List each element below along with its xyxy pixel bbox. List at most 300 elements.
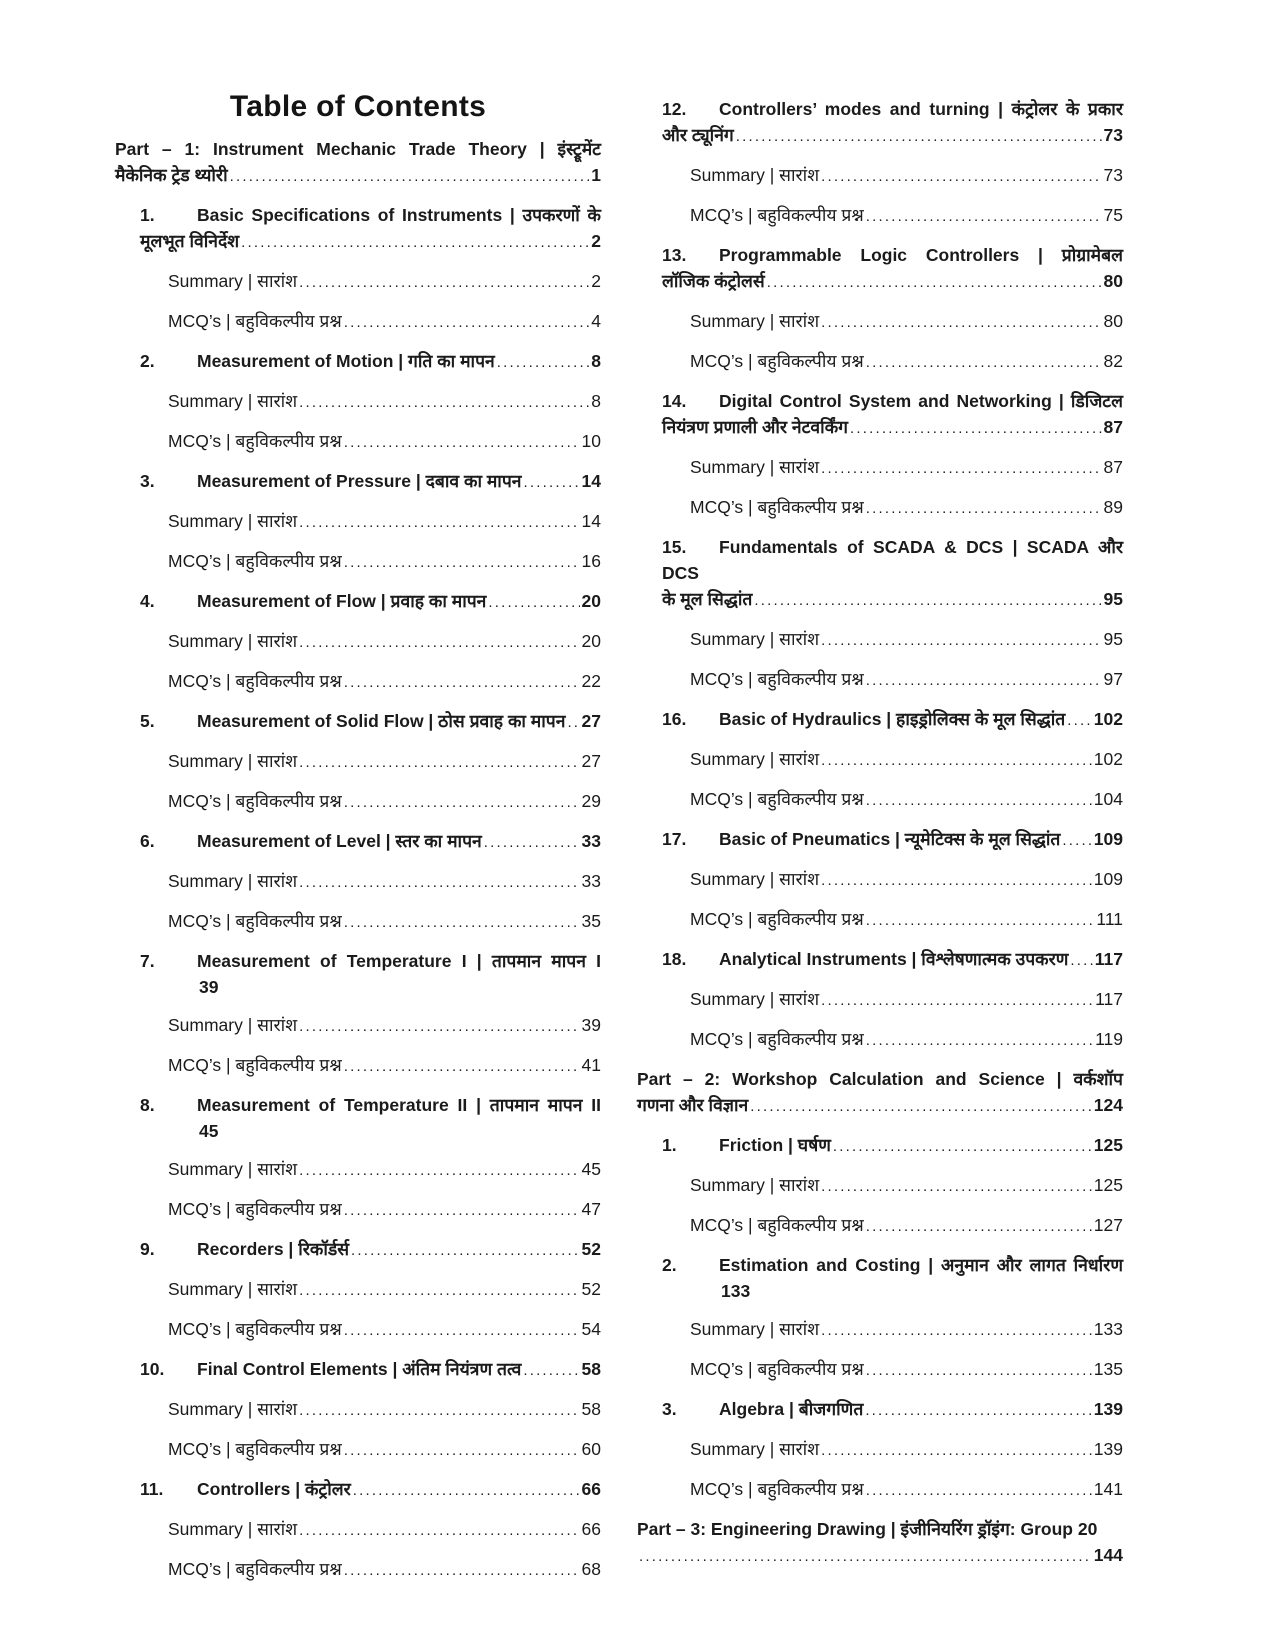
- dot-leader: [344, 308, 590, 336]
- dot-leader: [344, 788, 580, 816]
- page-number: 139: [1093, 1399, 1123, 1419]
- page-number: 104: [1093, 789, 1123, 809]
- toc-entry-sub: [637, 746, 1123, 774]
- page-number: 111: [1096, 909, 1123, 929]
- page-number: 95: [1103, 589, 1123, 609]
- entry-text: Algebra | बीजगणित: [719, 1399, 864, 1419]
- entry-number: 5.: [140, 711, 155, 731]
- entry-text: Measurement of Motion | गति का मापन: [197, 351, 495, 371]
- toc-entry-chapter: [115, 588, 601, 616]
- dot-leader: [353, 1476, 580, 1504]
- entry-text: Summary | सारांश: [168, 511, 298, 531]
- entry-text: Summary | सारांश: [168, 871, 298, 891]
- entry-text: Part – 1: Instrument Mechanic Trade Theory | इंस्ट्रूमेंट: [115, 139, 601, 159]
- toc-entry-sub: [115, 1436, 601, 1464]
- toc-line: [140, 1476, 601, 1504]
- entry-number: 3.: [662, 1399, 677, 1419]
- toc-line: [662, 946, 1123, 974]
- toc-entry-sub: [115, 628, 601, 656]
- entry-text: Programmable Logic Controllers | प्रोग्रामेबल: [719, 245, 1123, 265]
- entry-text: Summary | सारांश: [690, 457, 820, 477]
- dot-leader: [821, 1436, 1092, 1464]
- toc-entry-chapter: [115, 1236, 601, 1264]
- entry-text: MCQ’s | बहुविकल्पीय प्रश्न: [168, 1439, 342, 1459]
- toc-line: [690, 1476, 1123, 1504]
- page-number: 89: [1103, 497, 1123, 517]
- toc-entry-sub: [115, 748, 601, 776]
- toc-entry-sub: [637, 1436, 1123, 1464]
- page-number: 14: [581, 471, 601, 491]
- entry-text: Summary | सारांश: [168, 391, 298, 411]
- entry-number: 1.: [662, 1135, 677, 1155]
- entry-text: Final Control Elements | अंतिम नियंत्रण तत्व: [197, 1359, 522, 1379]
- page-number: 1: [591, 165, 601, 185]
- entry-text: MCQ’s | बहुविकल्पीय प्रश्न: [690, 205, 864, 225]
- entry-text: MCQ’s | बहुविकल्पीय प्रश्न: [168, 431, 342, 451]
- entry-text: MCQ’s | बहुविकल्पीय प्रश्न: [168, 671, 342, 691]
- page-number: 97: [1103, 669, 1123, 689]
- toc-entry-sub: [637, 348, 1123, 376]
- dot-leader: [299, 388, 589, 416]
- toc-entry-chapter: [115, 948, 601, 1000]
- page-number: 66: [581, 1479, 601, 1499]
- page-number: 66: [581, 1519, 601, 1539]
- dot-leader: [230, 162, 590, 190]
- dot-leader: [344, 668, 580, 696]
- entry-text: Summary | सारांश: [690, 165, 820, 185]
- entry-text: Summary | सारांश: [168, 271, 298, 291]
- entry-text: Recorders | रिकॉर्डर्स: [197, 1239, 350, 1259]
- toc-line: [140, 1118, 601, 1144]
- toc-line: [662, 388, 1123, 414]
- dot-leader: [821, 866, 1092, 894]
- toc-entry-sub: [115, 508, 601, 536]
- entry-text: Basic of Hydraulics | हाइड्रोलिक्स के मूल सिद्धांत: [719, 709, 1066, 729]
- toc-line: [690, 454, 1123, 482]
- entry-text: और ट्यूनिंग: [662, 125, 734, 145]
- dot-leader: [299, 1516, 579, 1544]
- page-number: 109: [1093, 829, 1123, 849]
- dot-leader: [1062, 826, 1091, 854]
- dot-leader: [821, 746, 1092, 774]
- page-number: 14: [581, 511, 601, 531]
- dot-leader: [821, 162, 1101, 190]
- toc-entry-chapter: [637, 1132, 1123, 1160]
- toc-entry-chapter: [115, 202, 601, 256]
- entry-text: Estimation and Costing | अनुमान और लागत निर्धारण: [719, 1255, 1123, 1275]
- toc-line: [140, 1356, 601, 1384]
- toc-entry-sub: [637, 1476, 1123, 1504]
- toc-line: [168, 788, 601, 816]
- toc-line: [662, 242, 1123, 268]
- dot-leader: [866, 1026, 1093, 1054]
- page-number: 75: [1103, 205, 1123, 225]
- toc-line: [637, 1066, 1123, 1092]
- dot-leader: [567, 708, 579, 736]
- toc-entry-sub: [115, 1052, 601, 1080]
- dot-leader: [754, 586, 1101, 614]
- toc-entry-sub: [637, 1026, 1123, 1054]
- page-number: 73: [1103, 165, 1123, 185]
- dot-leader: [488, 588, 579, 616]
- toc-column-left: [115, 88, 601, 1596]
- entry-number: 6.: [140, 831, 155, 851]
- page-number: 16: [581, 551, 601, 571]
- toc-entry-sub: [637, 1212, 1123, 1240]
- page-number: 135: [1093, 1359, 1123, 1379]
- toc-line: [168, 388, 601, 416]
- entry-text: MCQ’s | बहुविकल्पीय प्रश्न: [690, 789, 864, 809]
- entry-number: 2.: [662, 1255, 677, 1275]
- dot-leader: [299, 1276, 579, 1304]
- entry-text: Friction | घर्षण: [719, 1135, 831, 1155]
- toc-line: [140, 348, 601, 376]
- toc-entry-part: [115, 136, 601, 190]
- dot-leader: [299, 508, 579, 536]
- page-number: 133: [1093, 1319, 1123, 1339]
- toc-line: [690, 986, 1123, 1014]
- toc-entry-sub: [115, 908, 601, 936]
- page-number: 27: [581, 751, 601, 771]
- page-number: 125: [1093, 1135, 1123, 1155]
- entry-text: Summary | सारांश: [690, 749, 820, 769]
- toc-entry-sub: [115, 1516, 601, 1544]
- entry-text: MCQ’s | बहुविकल्पीय प्रश्न: [690, 1359, 864, 1379]
- toc-entry-chapter: [115, 1356, 601, 1384]
- entry-number: 16.: [662, 709, 687, 729]
- entry-text: Summary | सारांश: [690, 1319, 820, 1339]
- toc-entry-sub: [637, 308, 1123, 336]
- entry-number: 9.: [140, 1239, 155, 1259]
- toc-line: [140, 708, 601, 736]
- entry-text: MCQ’s | बहुविकल्पीय प्रश्न: [690, 1479, 864, 1499]
- entry-text: Summary | सारांश: [168, 1279, 298, 1299]
- toc-line: [115, 162, 601, 190]
- toc-line: [637, 1542, 1123, 1570]
- entry-text: मैकेनिक ट्रेड थ्योरी: [115, 165, 228, 185]
- toc-entry-sub: [115, 1396, 601, 1424]
- entry-text: MCQ’s | बहुविकल्पीय प्रश्न: [168, 1055, 342, 1075]
- page-number: 141: [1093, 1479, 1123, 1499]
- page-number: 8: [591, 391, 601, 411]
- toc-line: [168, 868, 601, 896]
- toc-entry-sub: [115, 1276, 601, 1304]
- toc-line: [140, 202, 601, 228]
- toc-line: [690, 202, 1123, 230]
- dot-leader: [1070, 946, 1092, 974]
- dot-leader: [299, 268, 589, 296]
- page-number: 95: [1103, 629, 1123, 649]
- entry-text: Summary | सारांश: [168, 751, 298, 771]
- page-number: 144: [1093, 1545, 1123, 1565]
- dot-leader: [866, 1212, 1092, 1240]
- entry-text: MCQ’s | बहुविकल्पीय प्रश्न: [168, 791, 342, 811]
- entry-text: Summary | सारांश: [690, 989, 820, 1009]
- entry-text: MCQ’s | बहुविकल्पीय प्रश्न: [168, 911, 342, 931]
- toc-entry-sub: [637, 666, 1123, 694]
- toc-entry-sub: [115, 1556, 601, 1584]
- entry-text: Measurement of Pressure | दबाव का मापन: [197, 471, 522, 491]
- toc-line: [140, 974, 601, 1000]
- entry-number: 3.: [140, 471, 155, 491]
- entry-text: Summary | सारांश: [690, 629, 820, 649]
- page-number: 45: [199, 1121, 219, 1141]
- page-number: 54: [581, 1319, 601, 1339]
- toc-line: [168, 1196, 601, 1224]
- toc-line: [168, 748, 601, 776]
- dot-leader: [639, 1542, 1092, 1570]
- toc-entry-sub: [115, 548, 601, 576]
- entry-number: 17.: [662, 829, 687, 849]
- toc-list-right: [637, 96, 1123, 1570]
- entry-text: गणना और विज्ञान: [637, 1095, 749, 1115]
- entry-number: 2.: [140, 351, 155, 371]
- entry-number: 13.: [662, 245, 687, 265]
- dot-leader: [484, 828, 580, 856]
- dot-leader: [821, 986, 1093, 1014]
- toc-line: [690, 348, 1123, 376]
- toc-entry-chapter: [637, 388, 1123, 442]
- toc-entry-part: [637, 1516, 1123, 1570]
- dot-leader: [344, 1196, 580, 1224]
- toc-entry-chapter: [115, 1476, 601, 1504]
- toc-line: [168, 668, 601, 696]
- toc-entry-sub: [637, 986, 1123, 1014]
- toc-line: [662, 1396, 1123, 1424]
- dot-leader: [524, 468, 580, 496]
- entry-text: के मूल सिद्धांत: [662, 589, 753, 609]
- toc-entry-chapter: [637, 946, 1123, 974]
- page-number: 82: [1103, 351, 1123, 371]
- toc-line: [140, 588, 601, 616]
- toc-entry-sub: [115, 1196, 601, 1224]
- dot-leader: [344, 428, 580, 456]
- toc-line: [168, 1156, 601, 1184]
- toc-line: [168, 548, 601, 576]
- toc-line: [168, 268, 601, 296]
- page-number: 22: [581, 671, 601, 691]
- page-number: 47: [581, 1199, 601, 1219]
- toc-entry-sub: [637, 1356, 1123, 1384]
- page-number: 2: [591, 231, 601, 251]
- entry-text: Summary | सारांश: [690, 311, 820, 331]
- entry-number: 18.: [662, 949, 687, 969]
- dot-leader: [821, 1172, 1092, 1200]
- entry-text: मूलभूत विनिर्देश: [140, 231, 240, 251]
- toc-line: [690, 1316, 1123, 1344]
- toc-entry-chapter: [637, 706, 1123, 734]
- toc-entry-sub: [115, 308, 601, 336]
- page-number: 124: [1093, 1095, 1123, 1115]
- entry-text: Measurement of Solid Flow | ठोस प्रवाह का मापन: [197, 711, 566, 731]
- dot-leader: [736, 122, 1102, 150]
- entry-text: Part – 2: Workshop Calculation and Science | वर्कशॉप: [637, 1069, 1123, 1089]
- entry-text: MCQ’s | बहुविकल्पीय प्रश्न: [168, 311, 342, 331]
- toc-entry-sub: [637, 162, 1123, 190]
- entry-text: MCQ’s | बहुविकल्पीय प्रश्न: [690, 669, 864, 689]
- page-title: Table of Contents: [229, 90, 487, 123]
- entry-text: Summary | सारांश: [168, 1015, 298, 1035]
- entry-text: Summary | सारांश: [168, 1399, 298, 1419]
- toc-line: [168, 1516, 601, 1544]
- page-number: 102: [1093, 749, 1123, 769]
- entry-number: 15.: [662, 537, 687, 557]
- toc-line: [690, 666, 1123, 694]
- entry-number: 12.: [662, 99, 687, 119]
- toc-line: [168, 428, 601, 456]
- page-number: 133: [721, 1281, 751, 1301]
- toc-line: [140, 828, 601, 856]
- toc-entry-chapter: [637, 96, 1123, 150]
- dot-leader: [299, 1156, 579, 1184]
- dot-leader: [351, 1236, 579, 1264]
- toc-entry-chapter: [115, 708, 601, 736]
- dot-leader: [497, 348, 590, 376]
- toc-entry-chapter: [637, 534, 1123, 614]
- toc-entry-sub: [115, 268, 601, 296]
- toc-line: [662, 586, 1123, 614]
- page-number: 20: [581, 631, 601, 651]
- entry-text: Summary | सारांश: [168, 1159, 298, 1179]
- page-number: 58: [581, 1359, 601, 1379]
- entry-text: Summary | सारांश: [690, 1439, 820, 1459]
- toc-entry-chapter: [115, 828, 601, 856]
- entry-text: नियंत्रण प्रणाली और नेटवर्किंग: [662, 417, 848, 437]
- toc-entry-chapter: [115, 468, 601, 496]
- toc-entry-sub: [637, 786, 1123, 814]
- toc-line: [168, 508, 601, 536]
- dot-leader: [299, 868, 579, 896]
- toc-column-right: [637, 88, 1123, 1582]
- entry-text: Summary | सारांश: [690, 869, 820, 889]
- page-number: 52: [581, 1279, 601, 1299]
- toc-line: [690, 308, 1123, 336]
- toc-line: [662, 1278, 1123, 1304]
- toc-entry-sub: [115, 428, 601, 456]
- entry-text: MCQ’s | बहुविकल्पीय प्रश्न: [168, 1319, 342, 1339]
- dot-leader: [241, 228, 589, 256]
- page-number: 87: [1103, 457, 1123, 477]
- entry-text: MCQ’s | बहुविकल्पीय प्रश्न: [168, 1199, 342, 1219]
- toc-line: [140, 1236, 601, 1264]
- page-number: 127: [1093, 1215, 1123, 1235]
- dot-leader: [299, 1012, 579, 1040]
- dot-leader: [866, 202, 1102, 230]
- toc-line: [140, 1092, 601, 1118]
- page-number: 117: [1094, 949, 1123, 969]
- toc-entry-sub: [637, 202, 1123, 230]
- page-number: 8: [591, 351, 601, 371]
- entry-text: Basic of Pneumatics | न्यूमेटिक्स के मूल सिद्धांत: [719, 829, 1061, 849]
- entry-number: 10.: [140, 1359, 165, 1379]
- entry-text: Summary | सारांश: [168, 1519, 298, 1539]
- toc-line: [690, 494, 1123, 522]
- toc-line: [140, 228, 601, 256]
- entry-number: 14.: [662, 391, 687, 411]
- page-number: 52: [581, 1239, 601, 1259]
- toc-line: [168, 1556, 601, 1584]
- page-number: 4: [591, 311, 601, 331]
- entry-text: Summary | सारांश: [168, 631, 298, 651]
- page-number: 35: [581, 911, 601, 931]
- toc-line: [690, 162, 1123, 190]
- dot-leader: [866, 1356, 1092, 1384]
- toc-entry-sub: [637, 1316, 1123, 1344]
- toc-entry-sub: [115, 1316, 601, 1344]
- toc-entry-sub: [637, 1172, 1123, 1200]
- page-number: 73: [1103, 125, 1123, 145]
- toc-line: [662, 826, 1123, 854]
- dot-leader: [866, 348, 1102, 376]
- toc-line: [690, 1026, 1123, 1054]
- dot-leader: [299, 628, 579, 656]
- toc-entry-chapter: [115, 348, 601, 376]
- dot-leader: [767, 268, 1102, 296]
- dot-leader: [344, 1556, 580, 1584]
- toc-line: [662, 268, 1123, 296]
- entry-text: Controllers’ modes and turning | कंट्रोलर के प्रकार: [719, 99, 1123, 119]
- page-number: 29: [581, 791, 601, 811]
- toc-line: [690, 1172, 1123, 1200]
- toc-line: [140, 468, 601, 496]
- toc-line: [168, 308, 601, 336]
- toc-line: [690, 866, 1123, 894]
- entry-text: लॉजिक कंट्रोलर्स: [662, 271, 765, 291]
- dot-leader: [850, 414, 1102, 442]
- toc-line: [168, 1012, 601, 1040]
- dot-leader: [821, 454, 1101, 482]
- page-number: 58: [581, 1399, 601, 1419]
- toc-entry-sub: [115, 668, 601, 696]
- dot-leader: [866, 906, 1095, 934]
- page-number: 139: [1093, 1439, 1123, 1459]
- entry-text: MCQ’s | बहुविकल्पीय प्रश्न: [690, 909, 864, 929]
- page-number: 109: [1093, 869, 1123, 889]
- toc-line: [115, 136, 601, 162]
- toc-entry-part: [637, 1066, 1123, 1120]
- toc-list-left: [115, 136, 601, 1584]
- dot-leader: [750, 1092, 1092, 1120]
- toc-line: [690, 1356, 1123, 1384]
- toc-entry-sub: [637, 906, 1123, 934]
- dot-leader: [1067, 706, 1092, 734]
- entry-text: Fundamentals of SCADA & DCS | SCADA और DCS: [662, 537, 1123, 583]
- entry-text: Digital Control System and Networking | डिजिटल: [719, 391, 1123, 411]
- dot-leader: [344, 908, 580, 936]
- entry-text: Analytical Instruments | विश्लेषणात्मक उपकरण: [719, 949, 1069, 969]
- page-number: 125: [1093, 1175, 1123, 1195]
- toc-entry-sub: [637, 454, 1123, 482]
- page-number: 20: [581, 591, 601, 611]
- dot-leader: [865, 1396, 1091, 1424]
- entry-number: 7.: [140, 951, 155, 971]
- toc-line: [662, 534, 1123, 586]
- dot-leader: [866, 666, 1102, 694]
- entry-number: 11.: [140, 1479, 164, 1499]
- toc-line: [690, 1212, 1123, 1240]
- toc-entry-sub: [115, 868, 601, 896]
- page-number: 41: [581, 1055, 601, 1075]
- dot-leader: [344, 1436, 580, 1464]
- toc-entry-sub: [115, 1012, 601, 1040]
- toc-entry-sub: [115, 1156, 601, 1184]
- page-number: 117: [1095, 989, 1123, 1009]
- toc-line: [662, 414, 1123, 442]
- toc-line: [662, 122, 1123, 150]
- dot-leader: [299, 748, 579, 776]
- toc-line: [168, 908, 601, 936]
- page-number: 60: [581, 1439, 601, 1459]
